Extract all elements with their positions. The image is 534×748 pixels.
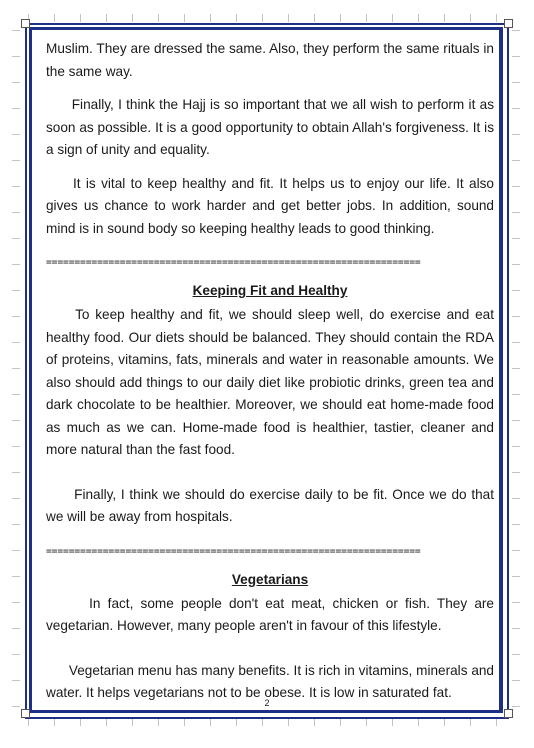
ruler-tick	[512, 56, 520, 57]
ruler-tick	[12, 212, 20, 213]
ruler-tick	[288, 718, 289, 726]
ruler-tick	[512, 30, 520, 31]
ruler-tick	[444, 718, 445, 726]
ruler-tick	[418, 718, 419, 726]
ruler-tick	[28, 718, 29, 726]
ruler-tick	[12, 394, 20, 395]
ruler-tick	[470, 14, 471, 22]
ruler-tick	[132, 14, 133, 22]
ruler-tick	[12, 108, 20, 109]
page-content	[46, 38, 494, 705]
ruler-tick	[512, 680, 520, 681]
ruler-tick	[106, 718, 107, 726]
ruler-tick	[262, 14, 263, 22]
ruler-tick	[512, 446, 520, 447]
ruler-tick	[512, 628, 520, 629]
ruler-tick	[512, 82, 520, 83]
ruler-tick	[262, 718, 263, 726]
ruler-tick	[512, 602, 520, 603]
ruler-tick	[366, 14, 367, 22]
ruler-tick	[512, 420, 520, 421]
corner-mark-bottom-right	[504, 709, 513, 718]
ruler-tick	[12, 368, 20, 369]
ruler-tick	[54, 14, 55, 22]
ruler-tick	[288, 14, 289, 22]
ruler-tick	[184, 718, 185, 726]
ruler-tick	[512, 524, 520, 525]
ruler-tick	[54, 718, 55, 726]
right-ruler	[512, 24, 522, 714]
ruler-tick	[12, 420, 20, 421]
paragraph: To keep healthy and fit, we should sleep well, do exercise and eat healthy food. Our diets should be balanced. They should contain the RDA of proteins, vitamins, fats, minerals and water in reasonable amounts. We also should add things to our daily diet like probiotic drinks, green tea and dark chocolate to be healthier. Moreover, we should eat home-made food as much as we can. Home-made food is healthier, tastier, cleaner and more natural than the fast food.	[46, 307, 494, 457]
ruler-tick	[314, 718, 315, 726]
paragraph: Finally, I think we should do exercise daily to be fit. Once we do that we will be away from hospitals.	[46, 486, 494, 524]
ruler-tick	[158, 718, 159, 726]
paragraph: Muslim. They are dressed the same. Also, they perform the same rituals in the same way.	[46, 41, 494, 79]
ruler-tick	[512, 238, 520, 239]
paragraph: In fact, some people don't eat meat, chicken or fish. They are vegetarian. However, many people aren't in favour of this lifestyle.	[46, 595, 494, 633]
ruler-tick	[12, 472, 20, 473]
ruler-tick	[236, 14, 237, 22]
ruler-tick	[106, 14, 107, 22]
ruler-tick	[496, 718, 497, 726]
corner-mark-top-right	[504, 19, 513, 28]
ruler-tick	[512, 472, 520, 473]
ruler-tick	[12, 602, 20, 603]
ruler-tick	[340, 718, 341, 726]
corner-mark-top-left	[21, 19, 30, 28]
ruler-tick	[512, 576, 520, 577]
ruler-tick	[12, 342, 20, 343]
ruler-tick	[210, 14, 211, 22]
separator-line: ==================================================================	[46, 545, 421, 557]
ruler-tick	[80, 718, 81, 726]
ruler-tick	[512, 290, 520, 291]
ruler-tick	[512, 394, 520, 395]
ruler-tick	[12, 186, 20, 187]
ruler-tick	[12, 446, 20, 447]
section-heading-vegetarians: Vegetarians	[231, 571, 309, 587]
ruler-tick	[444, 14, 445, 22]
ruler-tick	[512, 550, 520, 551]
bottom-ruler	[22, 718, 512, 728]
page-number: 2	[264, 698, 270, 708]
ruler-tick	[512, 316, 520, 317]
ruler-tick	[340, 14, 341, 22]
ruler-tick	[512, 134, 520, 135]
ruler-tick	[496, 14, 497, 22]
ruler-tick	[12, 628, 20, 629]
ruler-tick	[210, 718, 211, 726]
ruler-tick	[12, 316, 20, 317]
ruler-tick	[512, 108, 520, 109]
ruler-tick	[12, 680, 20, 681]
ruler-tick	[12, 134, 20, 135]
ruler-tick	[12, 290, 20, 291]
ruler-tick	[366, 718, 367, 726]
ruler-tick	[12, 82, 20, 83]
ruler-tick	[184, 14, 185, 22]
ruler-tick	[512, 160, 520, 161]
left-ruler	[12, 24, 22, 714]
ruler-tick	[12, 56, 20, 57]
ruler-tick	[132, 718, 133, 726]
ruler-tick	[158, 14, 159, 22]
paragraph: Finally, I think the Hajj is so important that we all wish to perform it as soon as possible. It is a good opportunity to obtain Allah's forgiveness. It is a sign of unity and equality.	[46, 97, 494, 157]
ruler-tick	[12, 550, 20, 551]
ruler-tick	[512, 342, 520, 343]
ruler-tick	[392, 718, 393, 726]
ruler-tick	[392, 14, 393, 22]
ruler-tick	[236, 718, 237, 726]
corner-mark-bottom-left	[21, 709, 30, 718]
ruler-tick	[314, 14, 315, 22]
ruler-tick	[512, 654, 520, 655]
ruler-tick	[512, 264, 520, 265]
ruler-tick	[12, 160, 20, 161]
ruler-tick	[512, 498, 520, 499]
ruler-tick	[512, 212, 520, 213]
ruler-tick	[512, 186, 520, 187]
separator-line: ==================================================================	[46, 257, 421, 268]
ruler-tick	[12, 654, 20, 655]
ruler-tick	[470, 718, 471, 726]
ruler-tick	[80, 14, 81, 22]
ruler-tick	[512, 368, 520, 369]
paragraph: Vegetarian menu has many benefits. It is rich in vitamins, minerals and water. It helps vegetarians not to be obese. It is low in saturated fat.	[46, 662, 494, 700]
section-heading-keeping-fit: Keeping Fit and Healthy	[192, 283, 348, 298]
ruler-tick	[12, 30, 20, 31]
ruler-tick	[12, 524, 20, 525]
ruler-tick	[12, 498, 20, 499]
ruler-tick	[12, 264, 20, 265]
ruler-tick	[12, 576, 20, 577]
ruler-tick	[12, 238, 20, 239]
ruler-tick	[418, 14, 419, 22]
paragraph: It is vital to keep healthy and fit. It helps us to enjoy our life. It also gives us chance to work harder and get better jobs. In addition, sound mind is in sound body so keeping healthy leads to good thinking.	[46, 175, 494, 236]
